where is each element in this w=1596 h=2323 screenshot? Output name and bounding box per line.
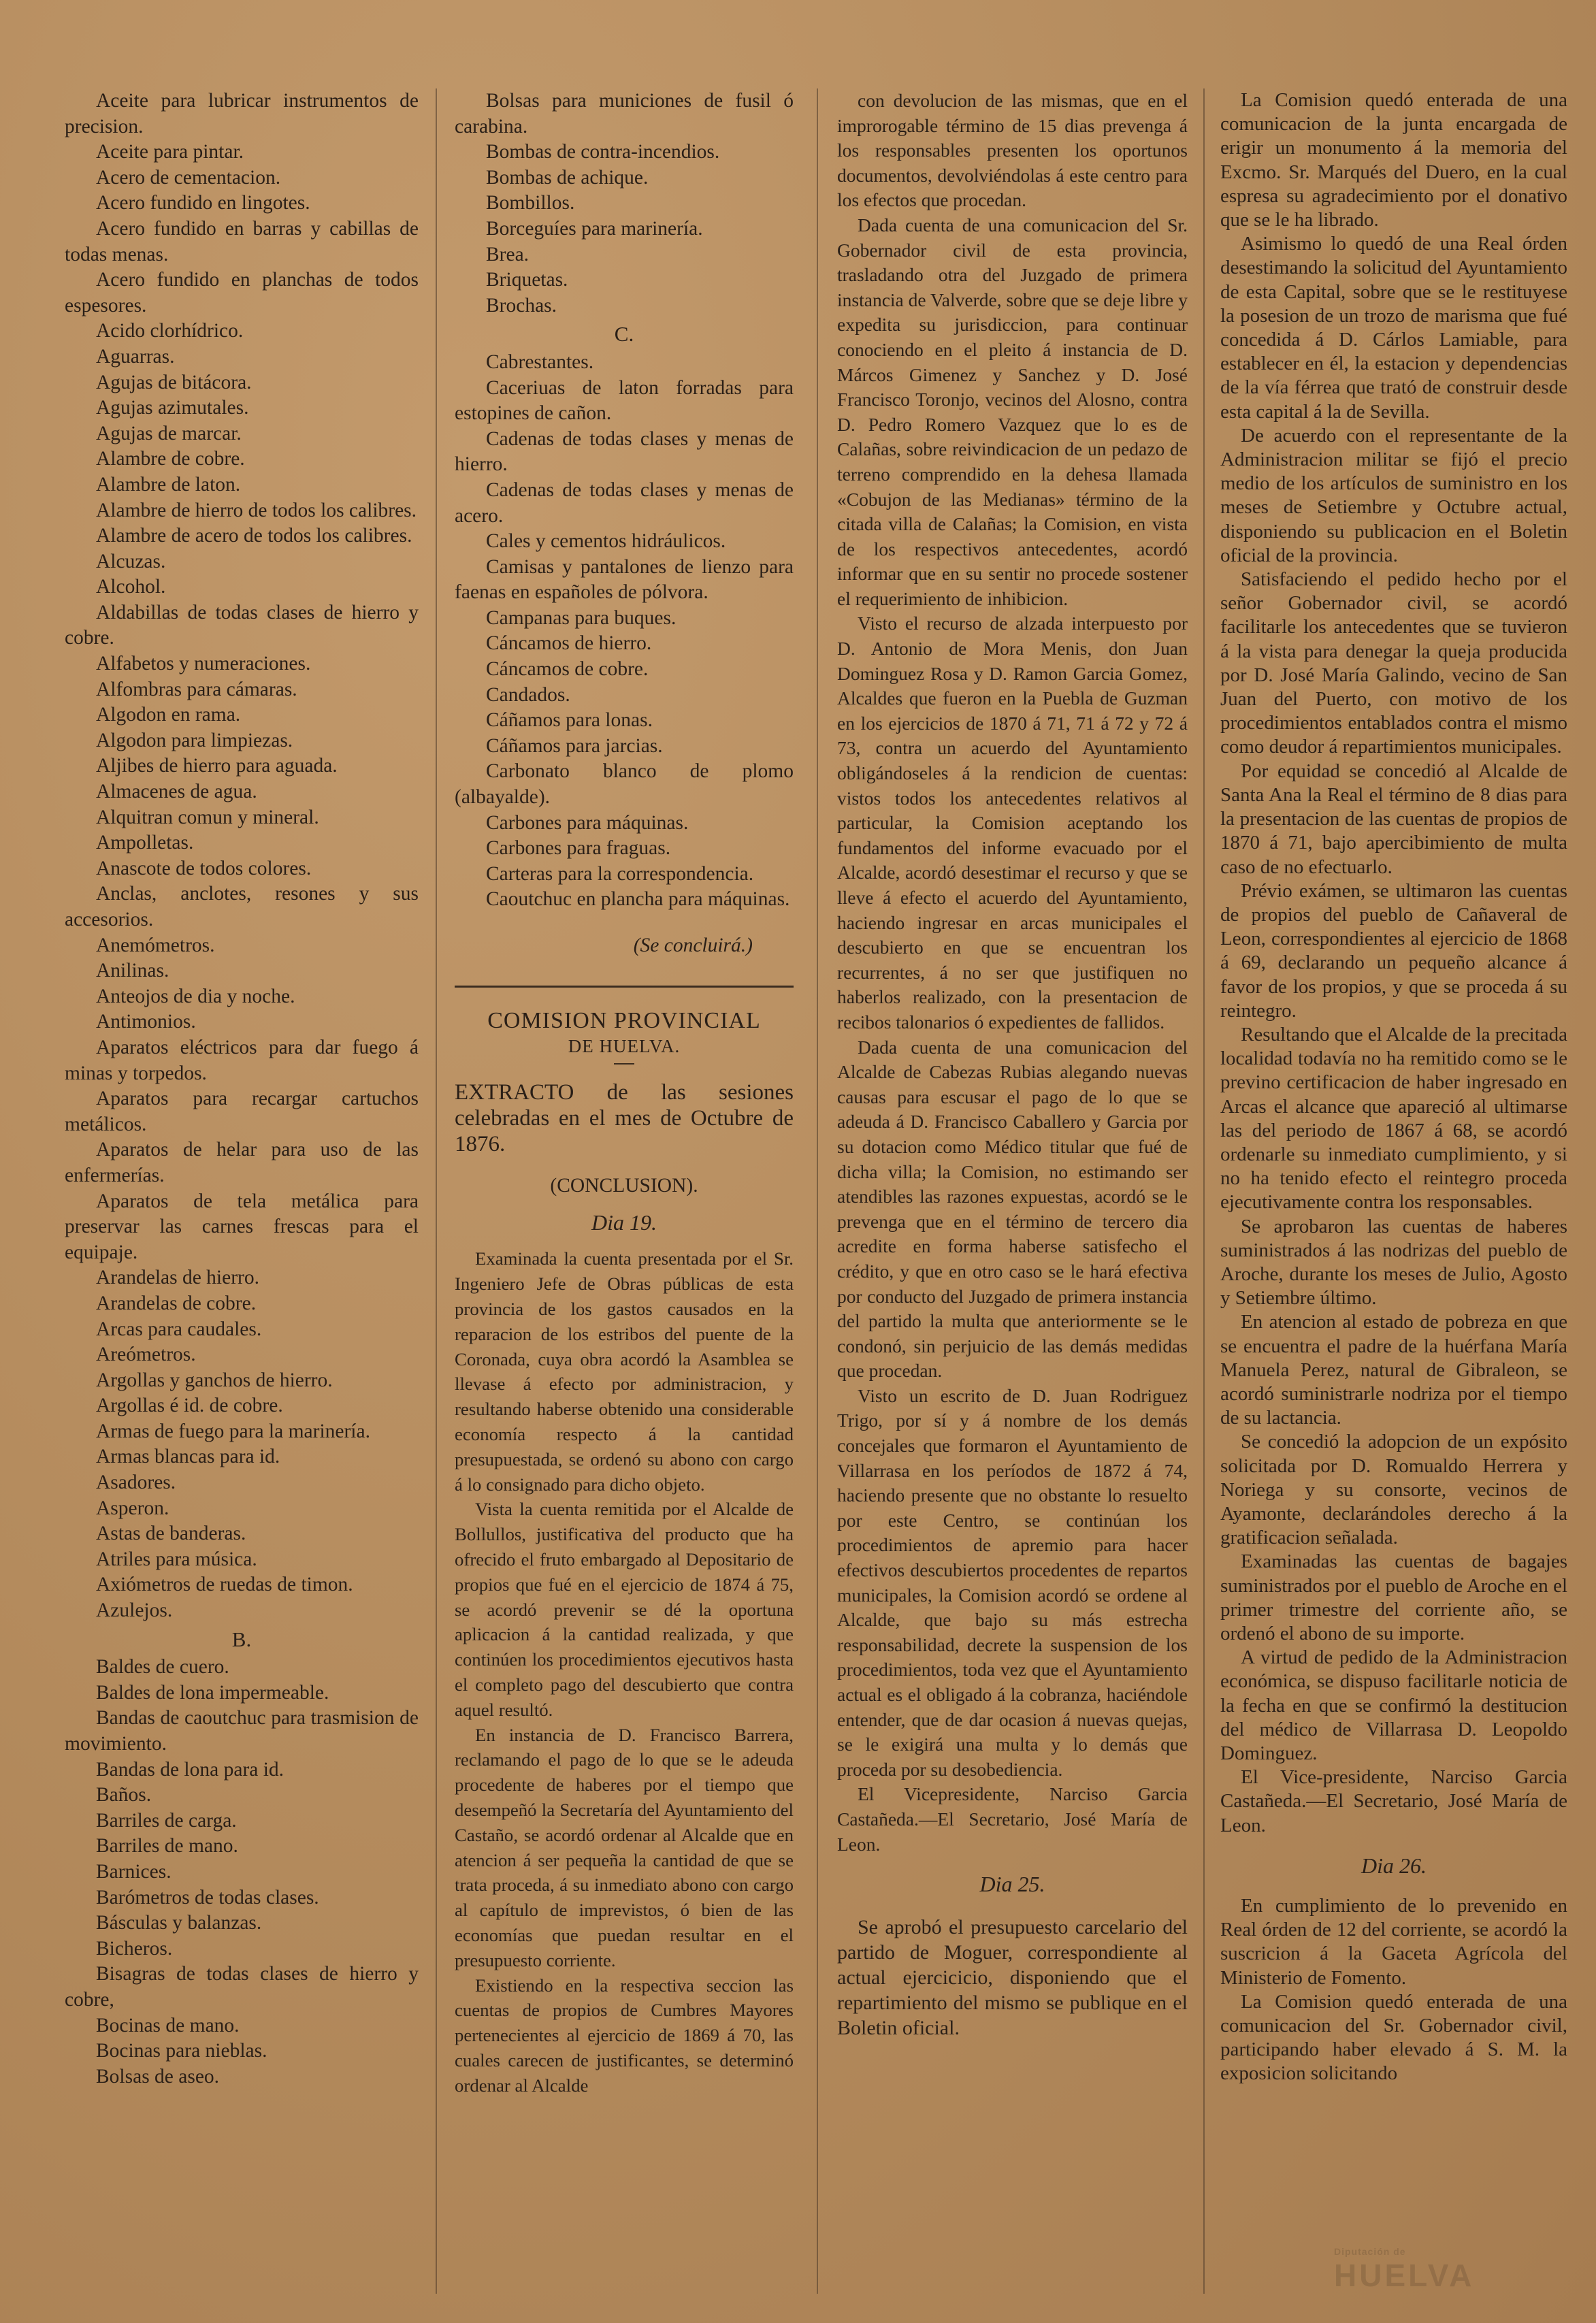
extract-heading: EXTRACTO de las sesiones celebradas en el mes de Octubre de 1876. <box>455 1080 794 1157</box>
paragraph: El Vicepresidente, Narciso Garcia Castañeda.—El Secretario, José María de Leon. <box>837 1783 1188 1855</box>
list-item: Axiómetros de ruedas de timon. <box>96 1574 353 1596</box>
list-item: Borceguíes para marinería. <box>486 217 703 240</box>
list-item: Baldes de lona impermeable. <box>96 1681 329 1704</box>
list-item: Brochas. <box>486 294 557 316</box>
list-item: Armas blancas para id. <box>96 1446 280 1468</box>
list-item: Alquitran comun y mineral. <box>96 806 319 828</box>
list-item: Bandas de lona para id. <box>96 1758 284 1781</box>
list-item: Carbones para fraguas. <box>486 837 671 860</box>
day-26-heading: Dia 26. <box>1361 1853 1427 1878</box>
column-4 <box>1220 88 1567 2086</box>
session-text-day-19-continued <box>1220 88 1567 1838</box>
list-item: Arcas para caudales. <box>96 1318 262 1340</box>
paragraph: De acuerdo con el representante de la Administracion militar se fijó el precio medio de los artículos de suministro en los meses de Setiembre y Octubre actual, disponiendo su publicacion en el Boletin oficial de la provincia. <box>1220 424 1567 566</box>
paragraph: Vista la cuenta remitida por el Alcalde de Bollullos, justificativa del producto que ha ofrecido el fruto embargado al Depositario de propios que fué en el ejercicio de 1874 á 75, se acordó prevenir se dé la oportuna aplicacion á la cantidad realizada, y que continúen los procedimientos ejecutivos hasta el completo pago del descubierto que contra aquel resultó. <box>455 1499 794 1720</box>
list-item: Alfombras para cámaras. <box>96 678 297 700</box>
paragraph: Examinadas las cuentas de bagajes suministrados por el pueblo de Aroche en el primer trimestre del corriente año, se ordenó el abono de su importe. <box>1220 1550 1567 1644</box>
list-item: Barriles de mano. <box>96 1835 238 1857</box>
paragraph: Examinada la cuenta presentada por el Sr. Ingeniero Jefe de Obras públicas de esta provincia de los gastos causados en la reparacion de los estribos del puente de la Coronada, cuya obra acordó la Asamblea se llevase á efecto por administracion, y resultando haberse obtenido una considerable economía respecto á la cantidad presupuestada, se ordenó su abono con cargo á lo consignado para dicho objeto. <box>455 1248 794 1495</box>
paragraph: La Comision quedó enterada de una comunicacion del Sr. Gobernador civil, participando haber elevado á S. M. la exposicion solicitando <box>1220 1990 1567 2085</box>
list-item: Carteras para la correspondencia. <box>486 862 754 885</box>
letter-heading-b: B. <box>231 1627 252 1651</box>
list-item: Cales y cementos hidráulicos. <box>486 530 726 553</box>
list-item: Algodon en rama. <box>96 704 241 726</box>
list-item: Carbones para máquinas. <box>486 811 689 834</box>
paragraph: El Vice-presidente, Narciso Garcia Castañeda.—El Secretario, José María de Leon. <box>1220 1766 1567 1836</box>
paragraph: Por equidad se concedió al Alcalde de Santa Ana la Real el término de 8 dias para la presentacion de las cuentas de propios de 1870 á 71, bajo apercibimiento de multa caso de no efectuarlo. <box>1220 760 1567 878</box>
paragraph: Existiendo en la respectiva seccion las cuentas de propios de Cumbres Mayores pertenecientes al ejercicio de 1869 á 70, las cuales carecen de justificantes, se determinó ordenar al Alcalde <box>455 1975 794 2096</box>
column-2 <box>455 88 794 2098</box>
list-item: Cáncamos de hierro. <box>486 632 652 655</box>
list-item: Bocinas para nieblas. <box>96 2040 267 2062</box>
list-item: Bicheros. <box>96 1937 173 1960</box>
list-item: Alfabetos y numeraciones. <box>96 653 311 675</box>
list-item: Bombas de contra-incendios. <box>486 141 720 163</box>
list-item: Arandelas de hierro. <box>96 1267 259 1289</box>
list-item: Bolsas de aseo. <box>96 2065 220 2088</box>
list-item: Cáncamos de cobre. <box>486 658 649 681</box>
column-rule <box>1203 88 1205 2294</box>
paragraph: La Comision quedó enterada de una comunicacion de la junta encargada de erigir un monumento á la memoria del Excmo. Sr. Marqués del Duero, en la cual espresa su agradecimiento por el donativo que se le ha librado. <box>1220 89 1567 231</box>
list-item: Antimonios. <box>96 1011 196 1033</box>
paragraph: Visto el recurso de alzada interpuesto por D. Antonio de Mora Menis, don Juan Dominguez Rosa y D. Ramon Garcia Gomez, Alcaldes que fueron en la Puebla de Guzman en los ejercicios de 1870 á 71, 71 á 72 y 72 á 73, contra un acuerdo del Ayuntamiento obligándoseles á la rendicion de cuentas: vistos todos los antecedentes relativos al particular, la Comision aceptando los fundamentos del informe evacuado por el Alcalde, acordó desestimar el recurso y que se lleve á efecto el acuerdo del Ayuntamiento, haciendo ingresar en arcas municipales el descubierto en que se encuentran los recurrentes, á no ser que justifiquen no haberlos realizado, con la presentacion de recibos talonarios ó expedientes de fallidos. <box>837 613 1188 1033</box>
session-text-continued <box>837 88 1188 1857</box>
column-rule <box>436 88 437 2294</box>
list-item: Argollas é id. de cobre. <box>96 1395 283 1417</box>
session-text-day-26 <box>1220 1894 1567 2086</box>
conclusion-label: (CONCLUSION). <box>550 1175 698 1197</box>
list-item: Bombillos. <box>486 192 575 214</box>
paragraph: A virtud de pedido de la Administracion económica, se dispuso facilitarle noticia de la fecha en que se confirmó la destitucion del médico de Villarrasa D. Leopoldo Dominguez. <box>1220 1646 1567 1765</box>
list-item: Agujas de bitácora. <box>96 371 252 393</box>
list-item: Aparatos de helar para uso de las enfermerías. <box>65 1139 419 1186</box>
list-item: Baldes de cuero. <box>96 1656 229 1678</box>
list-item: Ampolletas. <box>96 832 194 854</box>
list-item: Bombas de achique. <box>486 166 649 189</box>
day-19-heading: Dia 19. <box>591 1209 657 1235</box>
list-item: Alcohol. <box>96 576 166 598</box>
short-divider <box>614 1063 634 1065</box>
paragraph: Dada cuenta de una comunicacion del Alcalde de Cabezas Rubias alegando nuevas causas para escusar el pago de lo que se adeuda á D. Francisco Caballero y Garcia por su dotacion como Médico titular que fué de dicha villa; la Comision, no estimando ser atendibles las razones expuestas, acordó se le prevenga que en el término de tercero dia acredite en forma haberse satisfecho el crédito, y que en otro caso se le hará efectiva por conducto del Juzgado de primera instancia del partido la multa que anteriormente se le condonó, sin perjuicio de las demás medidas que procedan. <box>837 1036 1188 1382</box>
list-item: Bisagras de todas clases de hierro y cobre, <box>65 1963 419 2011</box>
paragraph: Visto un escrito de D. Juan Rodriguez Trigo, por sí y á nombre de los demás concejales que formaron el Ayuntamiento de Villarrasa en los períodos de 1872 á 74, haciendo presente que no obstante lo resuelto por este Centro, se continúan los procedimientos de apremio para hacer efectivos descubiertos procedentes de repartos municipales, la Comision acordó se ordene al Alcalde, que bajo su más estrecha responsabilidad, decrete la suspension de los procedimientos, toda vez que el Ayuntamiento actual es el obligado á la cobranza, haciéndole entender, que de dar ocasion á nuevas quejas, se le exigirá una multa y lo demás que proceda por su desobediencia. <box>837 1384 1188 1780</box>
list-item: Barómetros de todas clases. <box>96 1886 319 1908</box>
list-item: Cadenas de todas clases y menas de hierro. <box>455 427 794 476</box>
list-item: Caceriuas de laton forradas para estopines de cañon. <box>455 376 794 425</box>
list-item: Asperon. <box>96 1497 169 1519</box>
list-item: Agujas azimutales. <box>96 397 249 419</box>
list-item: Carbonato blanco de plomo (albayalde). <box>455 760 794 809</box>
list-item: Anascote de todos colores. <box>96 857 312 879</box>
list-item: Bocinas de mano. <box>96 2014 240 2036</box>
section-divider <box>455 986 794 988</box>
list-item: Azulejos. <box>96 1599 173 1622</box>
list-item: Alambre de acero de todos los calibres. <box>96 525 412 547</box>
session-text-day-19 <box>455 1246 794 2098</box>
list-item: Aldabillas de todas clases de hierro y cobre. <box>65 601 419 649</box>
list-item: Almacenes de agua. <box>96 781 257 803</box>
list-item: Areómetros. <box>96 1344 196 1366</box>
list-item: Algodon para limpiezas. <box>96 729 293 751</box>
paragraph: Satisfaciendo el pedido hecho por el señor Gobernador civil, se acordó facilitarle los antecedentes que se tuvieron á la vista para denegar la queja producida por D. José María Galindo, vecino de San Juan del Puerto, con motivo de los procedimientos entablados contra el mismo como deudor á repartimientos municipales. <box>1220 568 1567 758</box>
list-item: Anclas, anclotes, resones y sus accesorios. <box>65 883 419 930</box>
list-item: Alambre de hierro de todos los calibres. <box>96 499 417 521</box>
paragraph: Se concedió la adopcion de un expósito solicitada por D. Romualdo Herrera y Noriega y su consorte, vecinos de Ayamonte, declarándoles derecho á la gratificacion señalada. <box>1220 1431 1567 1549</box>
paragraph: Dada cuenta de una comunicacion del Sr. Gobernador civil de esta provincia, trasladando otra del Juzgado de primera instancia de Valverde, sobre que se deje libre y expedita su jurisdiccion, para continuar conociendo en el pleito á instancia de D. Márcos Gimenez y Sanchez y D. José Francisco Toronjo, vecinos del Alosno, contra D. Pedro Romero Vazquez que lo es de Calañas, sobre reivindicacion de un pedazo de terreno comprendido en la dehesa llamada «Cobujon de las Medianas» término de la citada villa de Calañas; la Comision, en vista de los respectivos antecedentes, acordó informar que en su sentir no procede sostener el requerimiento de inhibicion. <box>837 214 1188 609</box>
paragraph: Asimismo lo quedó de una Real órden desestimando la solicitud del Ayuntamiento de esta Capital, sobre que se le restituyese la posesion de un trozo de marisma que fué concedida á D. Cárlos Lamiable, para establecer en él, la estacion y dependencias de la vía férrea que trató de construir desde esta capital á la de Sevilla. <box>1220 233 1567 423</box>
list-item: Cáñamos para lonas. <box>486 709 653 732</box>
list-item: Acero de cementacion. <box>96 166 281 189</box>
list-item: Barriles de carga. <box>96 1809 237 1832</box>
supply-list-c <box>455 350 794 913</box>
paragraph: En instancia de D. Francisco Barrera, reclamando el pago de lo que se le adeuda procedente de haberes por el tiempo que desempeñó la Secretaría del Ayuntamiento del Castaño, se acordó ordenar al Alcalde que en atencion á ser pequeña la cantidad de que se trata proceda, á su inmediato abono con cargo al capítulo de imprevistos, ó bien de las economías que puedan resultar en el presupuesto corriente. <box>455 1724 794 1970</box>
section-subtitle: DE HUELVA. <box>568 1035 681 1056</box>
list-item: Anilinas. <box>96 960 169 982</box>
paragraph: En cumplimiento de lo prevenido en Real órden de 12 del corriente, se acordó la suscricion á la Gaceta Agrícola del Ministerio de Fomento. <box>1220 1895 1567 1989</box>
supply-list-b <box>65 1655 419 2090</box>
supply-list-b-continued <box>455 88 794 319</box>
letter-heading-c: C. <box>614 322 634 346</box>
list-item: Arandelas de cobre. <box>96 1292 257 1314</box>
list-item: Acero fundido en planchas de todos espesores. <box>65 269 419 316</box>
list-item: Alambre de cobre. <box>96 448 245 470</box>
watermark-line-1: Diputación de <box>1334 2246 1406 2257</box>
list-item: Alambre de laton. <box>96 473 241 496</box>
list-item: Aceite para pintar. <box>96 141 244 163</box>
watermark-line-2: HUELVA <box>1334 2258 1475 2293</box>
list-item: Cáñamos para jarcias. <box>486 734 663 757</box>
list-item: Armas de fuego para la marinería. <box>96 1420 370 1442</box>
list-item: Alcuzas. <box>96 550 166 572</box>
column-3 <box>837 88 1188 2041</box>
list-item: Anteojos de dia y noche. <box>96 985 295 1007</box>
paragraph: Resultando que el Alcalde de la precitada localidad todavía no ha remitido como se le previno certificacion de haber ingresado en Arcas el alcance que apareció al ultimarse las del periodo de 1867 á 68, se acordó ordenarle su inmediato cumplimiento, y si no ha tenido efecto el reintegro proceda ejecutivamente contra los responsables. <box>1220 1023 1567 1214</box>
list-item: Acido clorhídrico. <box>96 320 244 342</box>
list-item: Brea. <box>486 243 530 265</box>
list-item: Briquetas. <box>486 269 568 291</box>
to-be-continued-note: (Se concluirá.) <box>633 934 753 956</box>
list-item: Argollas y ganchos de hierro. <box>96 1369 333 1391</box>
list-item: Aparatos de tela metálica para preservar las carnes frescas para el equipaje. <box>65 1190 419 1263</box>
paragraph: Prévio exámen, se ultimaron las cuentas de propios del pueblo de Cañaveral de Leon, correspondientes al ejercicio de 1868 á 69, declarando un pequeño alcance á favor de los propios, y que se proceda á su reintegro. <box>1220 879 1567 1022</box>
list-item: Baños. <box>96 1784 152 1806</box>
list-item: Camisas y pantalones de lienzo para faenas en españoles de pólvora. <box>455 555 794 604</box>
paragraph: con devolucion de las mismas, que en el improrogable término de 15 dias prevenga á los responsables presenten los oportunos documentos, devolviéndolas á este centro para los efectos que procedan. <box>837 90 1188 211</box>
supply-list-a <box>65 88 419 1624</box>
list-item: Anemómetros. <box>96 934 215 956</box>
list-item: Caoutchuc en plancha para máquinas. <box>486 888 790 911</box>
column-1 <box>65 88 419 2090</box>
list-item: Aparatos para recargar cartuchos metálicos. <box>65 1088 419 1135</box>
list-item: Atriles para música. <box>96 1548 257 1570</box>
archive-watermark <box>1334 2246 1497 2294</box>
session-text-day-25 <box>837 1915 1188 2041</box>
list-item: Bandas de caoutchuc para trasmision de movimiento. <box>65 1707 419 1755</box>
column-rule <box>817 88 818 2294</box>
list-item: Aguarras. <box>96 345 175 368</box>
list-item: Acero fundido en lingotes. <box>96 192 310 214</box>
list-item: Astas de banderas. <box>96 1523 246 1545</box>
list-item: Candados. <box>486 683 570 706</box>
paragraph: Se aprobó el presupuesto carcelario del partido de Moguer, correspondiente al actual ejercicicio, disponiendo que el repartimiento del mismo se publique en el Boletin oficial. <box>837 1915 1188 2039</box>
list-item: Aceite para lubricar instrumentos de precision. <box>65 90 419 137</box>
list-item: Agujas de marcar. <box>96 422 242 444</box>
list-item: Cadenas de todas clases y menas de acero. <box>455 478 794 527</box>
section-title: COMISION PROVINCIAL <box>487 1008 761 1034</box>
list-item: Campanas para buques. <box>486 606 677 629</box>
list-item: Aparatos eléctricos para dar fuego á minas y torpedos. <box>65 1036 419 1084</box>
list-item: Barnices. <box>96 1860 172 1883</box>
list-item: Básculas y balanzas. <box>96 1912 262 1934</box>
list-item: Acero fundido en barras y cabillas de todas menas. <box>65 217 419 265</box>
paragraph: En atencion al estado de pobreza en que se encuentra el padre de la huérfana María Manuela Perez, natural de Gibraleon, se acordó suministrarle nodriza por el tiempo de su lactancia. <box>1220 1311 1567 1429</box>
list-item: Asadores. <box>96 1472 176 1494</box>
paragraph: Se aprobaron las cuentas de haberes suministrados á las nodrizas del pueblo de Aroche, durante los meses de Julio, Agosto y Setiembre último. <box>1220 1215 1567 1310</box>
list-item: Aljibes de hierro para aguada. <box>96 755 338 777</box>
day-25-heading: Dia 25. <box>979 1872 1045 1897</box>
list-item: Cabrestantes. <box>486 351 594 373</box>
list-item: Bolsas para municiones de fusil ó carabina. <box>455 90 794 137</box>
